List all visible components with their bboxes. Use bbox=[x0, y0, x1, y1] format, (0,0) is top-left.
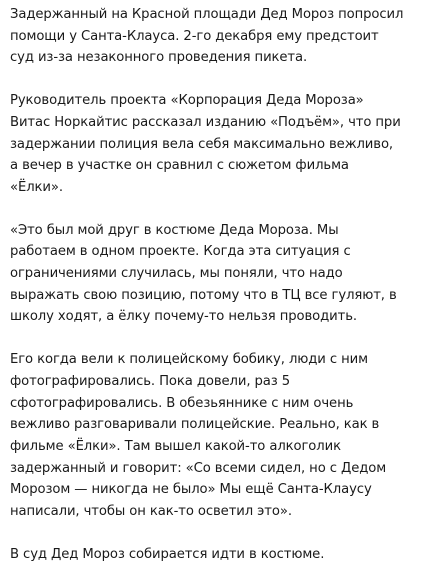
text-line: фильме «Ёлки». Там вышел какой-то алкоголик bbox=[10, 438, 341, 454]
text-line: «Ёлки». bbox=[10, 179, 63, 195]
text-line: работаем в одном проекте. Когда эта ситуация с bbox=[10, 244, 351, 260]
text-line: задержании полиция вела себя максимально вежливо, bbox=[10, 136, 394, 152]
text-line: ограничениями случилась, мы поняли, что надо bbox=[10, 266, 343, 282]
text-line: вежливо разговаривали полицейские. Реально, как в bbox=[10, 417, 380, 433]
text-line: Его когда вели к полицейскому бобику, люди с ним bbox=[10, 352, 368, 368]
text-line: помощи у Санта-Клауса. 2-го декабря ему предстоит bbox=[10, 28, 379, 44]
text-line: Задержанный на Красной площади Дед Мороз попросил bbox=[10, 7, 404, 22]
text-line: написали, чтобы он как-то осветил это». bbox=[10, 504, 292, 520]
paragraph-4 bbox=[10, 349, 411, 523]
paragraph-2 bbox=[10, 90, 411, 199]
text-line: задержанный и говорит: «Со всеми сидел, но с Дедом bbox=[10, 460, 387, 476]
text-line: Руководитель проекта «Корпорация Деда Мороза» bbox=[10, 93, 364, 109]
text-line: школу ходят, а ёлку почему-то нельзя проводить. bbox=[10, 309, 357, 325]
paragraph-1 bbox=[10, 4, 411, 69]
text-line: выражать свою позицию, потому что в ТЦ все гуляют, в bbox=[10, 287, 397, 303]
paragraph-5 bbox=[10, 544, 411, 565]
text-line: Морозом — никогда не было» Мы ещё Санта-Клаусу bbox=[10, 482, 372, 498]
text-line: суд из-за незаконного проведения пикета. bbox=[10, 50, 308, 66]
text-line: «Это был мой друг в костюме Деда Мороза. Мы bbox=[10, 222, 339, 238]
text-line: Витас Норкайтис рассказал изданию «Подъём», что при bbox=[10, 114, 401, 130]
text-line: а вечер в участке он сравнил с сюжетом фильма bbox=[10, 158, 349, 174]
text-line: фотографировались. Пока довели, раз 5 bbox=[10, 373, 291, 389]
paragraph-3-quote bbox=[10, 220, 411, 329]
text-line: сфотографировались. В обезьяннике с ним очень bbox=[10, 395, 354, 411]
text-line: В суд Дед Мороз собирается идти в костюме. bbox=[10, 546, 325, 562]
